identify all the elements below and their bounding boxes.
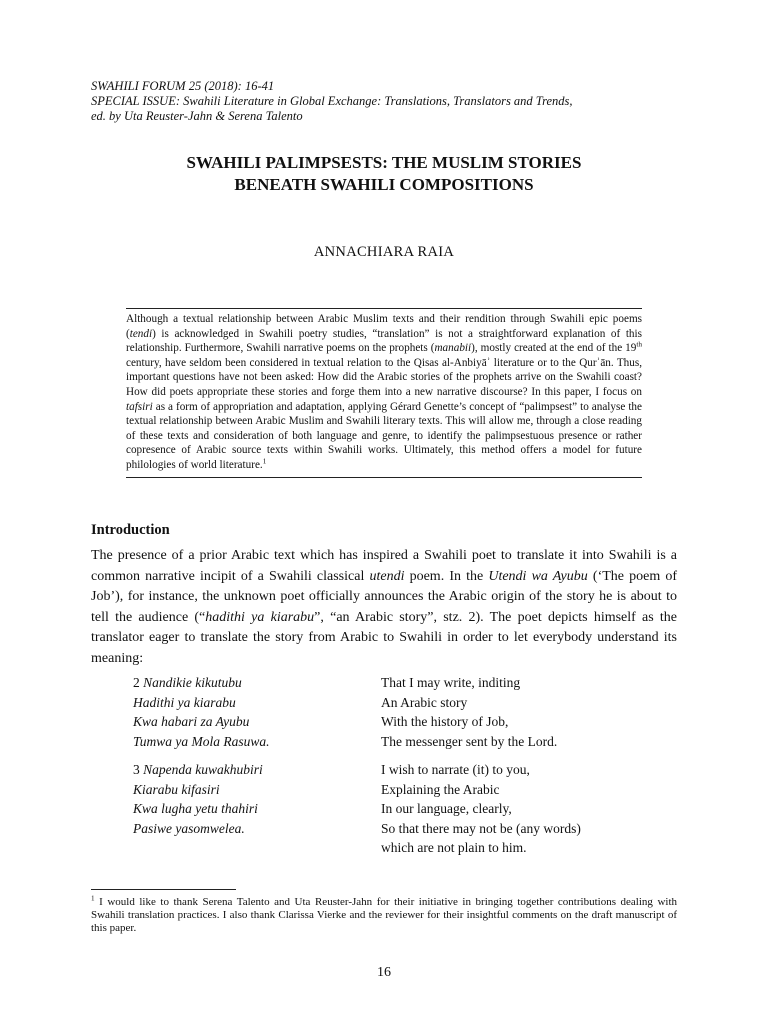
english-verse: An Arabic story bbox=[381, 694, 468, 710]
abstract-segment: century, have seldom been considered in textual relation to the Qisas al-Anbiyāʾ literature or to the Qurʾān. Thus, important questions have not been asked: How did the Arabic stories of the prophets arrive on the Swahili coast? How did poets appropriate these stories and forge them into a new narrative discourse? In this paper, I focus on bbox=[126, 356, 642, 398]
poem-line bbox=[133, 819, 653, 839]
article-title bbox=[60, 152, 708, 196]
ordinal-superscript: th bbox=[636, 340, 643, 349]
poem-line bbox=[133, 838, 653, 858]
poem-stanza-2 bbox=[133, 673, 653, 751]
abstract-segment: ), mostly created at the end of the 19 bbox=[471, 342, 637, 355]
journal-header bbox=[91, 79, 691, 124]
swahili-verse: Tumwa ya Mola Rasuwa. bbox=[133, 733, 270, 749]
poem-line bbox=[133, 732, 653, 752]
swahili-verse bbox=[133, 673, 381, 693]
abstract-term: tafsiri bbox=[126, 400, 153, 413]
abstract-term: manabii bbox=[434, 342, 472, 355]
special-issue-line: SPECIAL ISSUE: Swahili Literature in Global Exchange: Translations, Translators and Trends, bbox=[91, 94, 573, 108]
abstract-segment: Although a textual relationship between Arabic Muslim texts and their rendition through Swahili epic poems ( bbox=[126, 313, 642, 340]
english-verse: That I may write, inditing bbox=[381, 675, 521, 690]
poem-line bbox=[133, 693, 653, 713]
english-verse: which are not plain to him. bbox=[381, 840, 527, 856]
english-verse: I wish to narrate (it) to you, bbox=[381, 762, 530, 777]
footnote-divider bbox=[91, 889, 236, 890]
editors-line: ed. by Uta Reuster-Jahn & Serena Talento bbox=[91, 109, 303, 123]
journal-citation: SWAHILI FORUM 25 (2018): 16-41 bbox=[91, 79, 275, 93]
english-verse: So that there may not be (any words) bbox=[381, 820, 581, 836]
swahili-verse: Kwa habari za Ayubu bbox=[133, 714, 250, 730]
paragraph-term: Utendi wa Ayubu bbox=[488, 568, 588, 584]
english-verse: Explaining the Arabic bbox=[381, 781, 500, 797]
swahili-verse bbox=[133, 760, 381, 780]
swahili-verse: Hadithi ya kiarabu bbox=[133, 694, 236, 710]
abstract-segment: ) is acknowledged in Swahili poetry studies, “translation” is not a straightforward explanation of this relationship. Furthermore, Swahili narrative poems on the prophets ( bbox=[126, 327, 642, 355]
english-verse: In our language, clearly, bbox=[381, 801, 512, 817]
poem-line bbox=[133, 673, 653, 693]
footnote-reference[interactable]: 1 bbox=[262, 457, 267, 466]
poem-line bbox=[133, 799, 653, 819]
swahili-verse-text: Napenda kuwakhubiri bbox=[143, 762, 263, 777]
footnote-mark: 1 bbox=[91, 894, 95, 903]
footnote bbox=[91, 896, 677, 934]
title-line-1: SWAHILI PALIMPSESTS: THE MUSLIM STORIES bbox=[186, 153, 582, 172]
english-verse: With the history of Job, bbox=[381, 714, 509, 730]
stanza-number: 3 bbox=[133, 762, 144, 777]
title-line-2: BENEATH SWAHILI COMPOSITIONS bbox=[234, 175, 534, 194]
paragraph-segment: ”, “an Arabic story”, stz. 2). The poet depicts himself as the translator eager to translate the story from Arabic to Swahili in order to let everybody understand its meaning: bbox=[91, 609, 678, 666]
section-heading-introduction: Introduction bbox=[91, 522, 170, 538]
abstract-term: tendi bbox=[129, 327, 153, 340]
poem-stanza-3 bbox=[133, 760, 653, 858]
swahili-verse: Kiarabu kifasiri bbox=[133, 781, 220, 797]
paragraph-term: utendi bbox=[369, 568, 405, 584]
introduction-paragraph bbox=[91, 546, 677, 670]
swahili-verse: Pasiwe yasomwelea. bbox=[133, 820, 245, 836]
abstract-box bbox=[126, 308, 642, 478]
abstract-text bbox=[126, 312, 642, 473]
swahili-verse-text: Nandikie kikutubu bbox=[143, 675, 242, 690]
paragraph-segment: (‘The poem of Job’), for instance, the unknown poet officially announces the Arabic origin of the story he is about to tell the audience (“ bbox=[91, 568, 678, 625]
footnote-text: I would like to thank Serena Talento and Uta Reuster-Jahn for their initiative in bringing together contributions dealing with Swahili translation practices. I also thank Clarissa Vierke and the reviewer for their insightful comments on the draft manuscript of this paper. bbox=[91, 896, 677, 934]
poem-line bbox=[133, 712, 653, 732]
paragraph-segment: poem. In the bbox=[404, 568, 489, 584]
author-name: ANNACHIARA RAIA bbox=[313, 244, 455, 260]
stanza-number: 2 bbox=[133, 675, 144, 690]
swahili-verse-empty bbox=[133, 838, 381, 858]
english-verse: The messenger sent by the Lord. bbox=[381, 733, 558, 749]
poem-line bbox=[133, 760, 653, 780]
swahili-verse: Kwa lugha yetu thahiri bbox=[133, 801, 258, 817]
paragraph-term: hadithi ya kiarabu bbox=[205, 609, 315, 625]
poem-line bbox=[133, 780, 653, 800]
page-number: 16 bbox=[377, 965, 391, 980]
abstract-segment: as a form of appropriation and adaptation, applying Gérard Genette’s concept of “palimpsest” to analyse the textual relationship between Arabic Muslim and Swahili literary texts. This will allow me, through a close reading of these texts and consideration of both language and genre, to identify the palimpsestuous presence or rather copresence of Arabic source texts within Swahili works. Ultimately, this method offers a model for future philologies of world literature. bbox=[126, 400, 642, 471]
paragraph-segment: The presence of a prior Arabic text which has inspired a Swahili poet to translate it into Swahili is a common narrative incipit of a Swahili classical bbox=[91, 548, 677, 584]
